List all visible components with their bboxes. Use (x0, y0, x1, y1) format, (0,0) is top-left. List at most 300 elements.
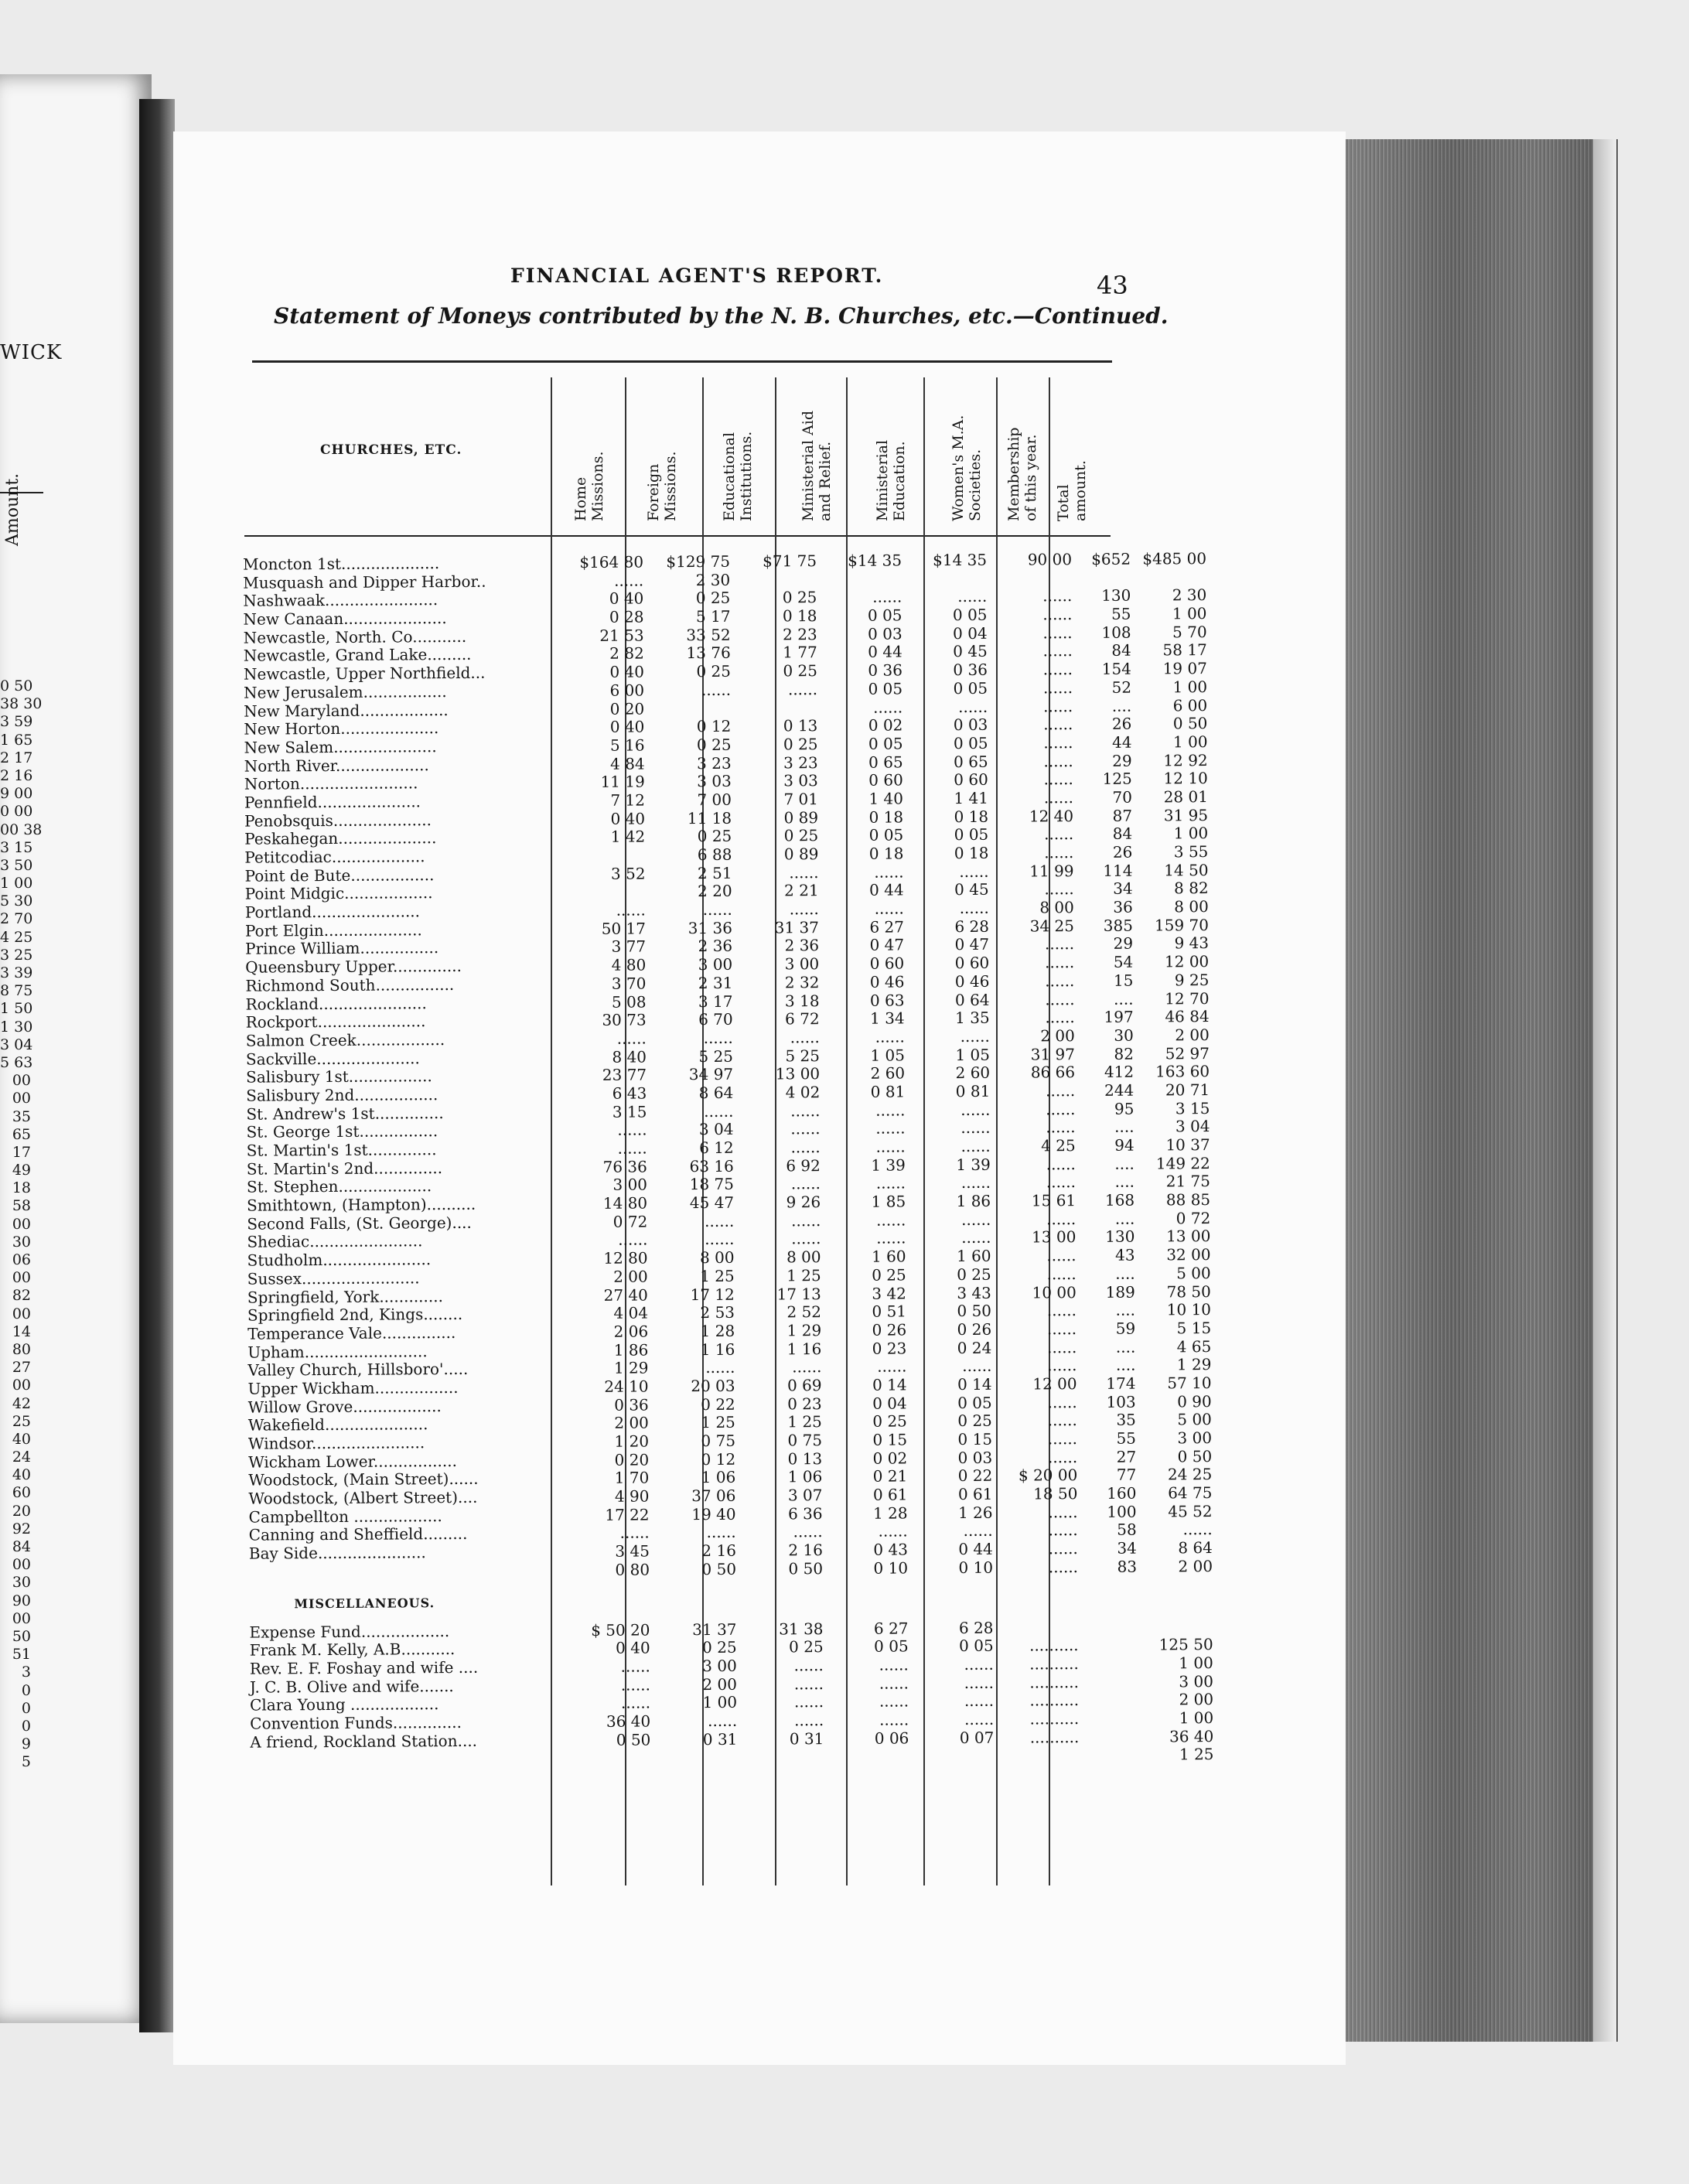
cell-foreign: 3 00 (698, 954, 733, 974)
row-name: A friend, Rockland Station.... (250, 1731, 478, 1752)
cell-total: 12 70 (1165, 988, 1210, 1008)
cell-medu: ...... (961, 1173, 991, 1193)
cell-aid: ...... (878, 1521, 908, 1541)
cell-home: 1 86 (613, 1340, 649, 1360)
cell-women: ...... (1048, 1539, 1078, 1558)
cell-women: ...... (1042, 696, 1073, 715)
row-name: Penobsquis.................... (244, 810, 432, 831)
column-head-membership: Membership of this year. (1005, 427, 1039, 521)
row-name: J. C. B. Olive and wife....... (249, 1676, 454, 1697)
cell-aid: 0 60 (869, 954, 905, 973)
left-page-amount: 49 (12, 1162, 31, 1179)
cell-members: .... (1115, 1300, 1136, 1319)
left-page-amount: 0 (21, 1699, 31, 1717)
cell-total: 8 64 (1178, 1538, 1213, 1558)
cell-total: 1 29 (1176, 1355, 1212, 1374)
cell-edu: 0 75 (787, 1431, 823, 1450)
cell-edu: ...... (790, 1101, 821, 1120)
left-page-amount: 58 (12, 1197, 31, 1215)
cell-edu: 0 25 (783, 826, 819, 845)
cell-aid: 0 05 (868, 679, 903, 698)
cell-edu: 6 92 (786, 1155, 821, 1176)
cell-home: 6 43 (612, 1083, 647, 1103)
cell-members: 44 (1111, 732, 1132, 752)
cell-foreign: ...... (706, 1523, 736, 1542)
cell-aid: ...... (879, 1674, 909, 1693)
row-name: Wickham Lower................. (248, 1451, 457, 1472)
cell-members: 30 (1114, 1025, 1134, 1045)
cell-home: 14 80 (602, 1193, 648, 1213)
cell-aid: 0 18 (868, 807, 904, 827)
cell-medu: 0 05 (953, 678, 988, 698)
cell-aid: ...... (875, 1027, 905, 1046)
cell-foreign: $129 75 (666, 551, 731, 572)
cell-medu: 6 28 (954, 916, 990, 936)
cell-medu: $14 35 (932, 550, 988, 570)
cell-foreign: 0 25 (696, 735, 732, 754)
cell-medu: 0 18 (954, 807, 989, 826)
cell-medu: 0 04 (953, 623, 988, 643)
cell-home: 4 90 (614, 1486, 650, 1506)
cell-foreign (650, 1748, 737, 1749)
cell-medu: 0 45 (954, 880, 989, 899)
cell-home: ...... (620, 1657, 650, 1676)
cell-medu: 6 28 (958, 1618, 994, 1637)
cell-home: ...... (613, 571, 644, 590)
cell-total: 163 60 (1155, 1062, 1210, 1081)
cell-edu: ...... (789, 862, 819, 882)
cell-aid: 1 39 (871, 1155, 906, 1175)
cell-total: 6 00 (1172, 695, 1208, 715)
left-page-amount: 60 (12, 1484, 31, 1502)
cell-edu: 13 00 (775, 1064, 821, 1083)
cell-home: 7 12 (610, 790, 646, 810)
cell-medu: ...... (961, 1228, 991, 1247)
cell-members: .... (1111, 696, 1132, 715)
left-page-amount: 00 (12, 1215, 31, 1233)
left-page-amount: 65 (12, 1125, 31, 1143)
cell-edu: 0 23 (787, 1394, 822, 1414)
cell-home: 4 84 (610, 754, 645, 773)
cell-aid: ...... (874, 862, 904, 882)
cell-aid: 0 43 (873, 1540, 908, 1559)
cell-total: 10 10 (1166, 1300, 1212, 1319)
cell-aid: 0 47 (869, 935, 905, 955)
cell-aid: ...... (875, 1173, 906, 1193)
cell-members: .... (1114, 1172, 1135, 1192)
cell-women: ...... (1045, 1008, 1075, 1027)
cell-members: 34 (1117, 1538, 1137, 1558)
left-page-column-head: Amount. (3, 473, 22, 546)
cell-medu: 1 26 (957, 1503, 993, 1522)
cell-total: 9 43 (1174, 933, 1210, 953)
cell-women: ...... (1046, 1118, 1076, 1137)
cell-edu: ...... (791, 1210, 821, 1230)
cell-women: .......... (1029, 1653, 1079, 1674)
cell-medu: ...... (957, 587, 988, 606)
row-name: Temperance Vale............... (247, 1322, 456, 1343)
cell-members: 26 (1112, 842, 1133, 862)
cell-home: 76 36 (602, 1157, 647, 1176)
column-head-educational: Educational Institutions. (721, 431, 755, 521)
cell-foreign: 1 06 (701, 1468, 736, 1487)
left-page-amount: 1 65 (0, 731, 33, 749)
cell-total: 20 71 (1165, 1080, 1210, 1100)
cell-foreign: 0 75 (701, 1431, 736, 1451)
cell-aid: 0 02 (868, 715, 903, 735)
cell-women: 15 61 (1031, 1191, 1077, 1210)
cell-total: 58 17 (1162, 640, 1207, 660)
cell-aid: 0 18 (868, 844, 904, 863)
cell-medu: 1 86 (956, 1191, 991, 1211)
column-head-ministerial-education: Ministerial Education. (874, 439, 908, 521)
cell-medu: 0 05 (953, 733, 988, 752)
cell-home: 0 80 (615, 1560, 650, 1579)
cell-foreign: 34 97 (688, 1065, 734, 1084)
cell-edu: 3 03 (783, 771, 818, 790)
left-page-amount: 50 (12, 1627, 31, 1645)
left-page-amount: 0 (21, 1681, 31, 1699)
cell-edu: ...... (787, 679, 818, 699)
cell-members: $652 (1091, 549, 1131, 568)
page-edges-shadow (1593, 139, 1616, 2042)
cell-medu: 0 65 (954, 752, 988, 771)
left-page-amount: 00 (12, 1305, 31, 1322)
left-page-amount: 1 30 (0, 1018, 33, 1036)
left-page-amount: 00 38 (0, 821, 43, 838)
cell-foreign: 17 12 (690, 1285, 735, 1304)
left-page-amount: 4 25 (0, 928, 33, 946)
cell-aid: ...... (875, 1137, 906, 1156)
row-name: Newcastle, North. Co........... (243, 626, 467, 647)
cell-medu: 0 18 (954, 843, 989, 863)
row-name: St. George 1st................ (246, 1121, 438, 1141)
row-name: Salmon Creek.................. (245, 1029, 445, 1050)
cell-home: 0 50 (616, 1730, 651, 1749)
cell-edu: ...... (793, 1674, 824, 1693)
cell-members: 70 (1112, 787, 1133, 807)
cell-total: 45 52 (1168, 1501, 1213, 1521)
contributions-table (203, 549, 1214, 1769)
cell-aid: 0 06 (874, 1728, 909, 1748)
cell-foreign: 5 17 (695, 606, 731, 626)
cell-members: .... (1115, 1337, 1136, 1356)
cell-members: 154 (1101, 659, 1131, 679)
cell-medu: 1 60 (956, 1246, 991, 1266)
cell-edu: ...... (793, 1655, 824, 1675)
cell-members: 385 (1103, 916, 1134, 935)
cell-women: ...... (1046, 1154, 1076, 1174)
cell-aid: ...... (879, 1691, 909, 1711)
cell-medu: 0 45 (953, 642, 988, 661)
column-head-ministerial-aid: Ministerial Aid and Relief. (800, 410, 834, 521)
cell-edu: ...... (792, 1357, 822, 1377)
cell-medu: ...... (964, 1673, 994, 1692)
left-page-amount: 25 (12, 1412, 31, 1430)
cell-edu: 2 23 (783, 624, 817, 644)
cell-edu: 1 25 (787, 1412, 822, 1432)
left-page-amount: 00 (12, 1269, 31, 1287)
cell-members: 125 (1102, 769, 1132, 789)
cell-home: 0 28 (609, 607, 644, 626)
cell-home: 0 20 (609, 699, 645, 718)
cell-edu: 1 06 (787, 1467, 823, 1486)
cell-edu (731, 698, 817, 699)
row-name: Nashwaak....................... (243, 590, 438, 611)
cell-foreign: 6 70 (698, 1010, 733, 1029)
cell-home: 3 45 (615, 1541, 650, 1561)
cell-medu: 0 10 (958, 1558, 994, 1577)
cell-aid: 0 15 (872, 1430, 908, 1449)
cell-edu: 0 25 (783, 735, 818, 754)
cell-medu: ...... (964, 1654, 994, 1674)
cell-foreign: 2 36 (698, 937, 733, 956)
cell-total: 19 07 (1162, 659, 1207, 678)
cell-aid: 0 05 (874, 1636, 909, 1656)
row-name: North River................... (244, 755, 429, 776)
cell-edu: 4 02 (785, 1083, 821, 1102)
cell-women: 34 25 (1029, 916, 1075, 936)
cell-edu: ...... (789, 899, 819, 919)
cell-total: 21 75 (1165, 1172, 1211, 1191)
cell-total: 32 00 (1166, 1245, 1211, 1264)
cell-aid: 0 05 (868, 734, 903, 753)
cell-edu: ...... (790, 1174, 821, 1193)
cell-total: 149 22 (1155, 1153, 1210, 1173)
cell-aid: 0 10 (873, 1558, 909, 1578)
row-name: Sackville..................... (245, 1048, 420, 1069)
row-name: New Jerusalem................. (244, 681, 447, 702)
row-name: Canning and Sheffield......... (248, 1524, 468, 1545)
cell-edu: ...... (793, 1692, 824, 1711)
cell-aid: 0 65 (868, 752, 903, 772)
cell-foreign: 6 88 (697, 845, 732, 865)
cell-women: 90 00 (1027, 550, 1073, 569)
row-name: Newcastle, Upper Northfield... (243, 663, 486, 684)
cell-medu: 0 61 (957, 1484, 993, 1504)
cell-members: .... (1114, 1209, 1135, 1228)
cell-edu: 6 36 (787, 1503, 823, 1524)
row-name: Petitcodiac................... (244, 847, 425, 867)
cell-edu: 2 52 (786, 1302, 822, 1322)
cell-home: $ 50 20 (591, 1619, 650, 1640)
cell-home: 11 19 (600, 772, 645, 792)
cell-foreign: 3 23 (697, 753, 732, 773)
cell-total: 28 01 (1163, 787, 1209, 807)
cell-women: .......... (1029, 1672, 1079, 1692)
left-page-amount: 3 59 (0, 713, 33, 731)
cell-home: 1 70 (614, 1468, 650, 1488)
cell-aid: 1 05 (870, 1046, 906, 1065)
cell-women: ...... (1042, 605, 1073, 624)
row-name: St. Stephen................... (246, 1176, 432, 1197)
cell-aid: 3 42 (872, 1283, 906, 1303)
left-page-amount: 1 00 (0, 875, 33, 892)
cell-medu: ...... (961, 1100, 991, 1119)
left-page-amount: 5 30 (0, 892, 33, 910)
cell-foreign: 0 12 (701, 1449, 736, 1469)
left-page (0, 74, 152, 2023)
cell-total: 0 90 (1177, 1391, 1212, 1411)
cell-edu: 0 13 (783, 716, 818, 735)
cell-total: 125 50 (1158, 1635, 1213, 1654)
cell-edu: 0 13 (787, 1449, 823, 1469)
cell-foreign: 0 25 (696, 661, 732, 681)
cell-edu: 2 32 (784, 972, 820, 992)
cell-edu: 0 18 (782, 606, 817, 626)
cell-foreign: 1 25 (700, 1266, 735, 1285)
cell-women: ...... (1047, 1429, 1078, 1449)
cell-women: ...... (1046, 1319, 1077, 1339)
left-page-amount: 3 39 (0, 964, 33, 981)
cell-home: 2 82 (609, 643, 644, 664)
cell-foreign: 1 28 (700, 1321, 735, 1340)
cell-foreign: 13 76 (686, 643, 731, 663)
cell-edu: 1 16 (786, 1339, 822, 1358)
cell-home: 23 77 (602, 1065, 647, 1085)
cell-women: ...... (1045, 989, 1075, 1008)
cell-total: 3 00 (1177, 1428, 1213, 1448)
cell-edu: 8 00 (786, 1247, 821, 1267)
cell-women (987, 568, 1072, 569)
left-page-amount: 00 (12, 1072, 31, 1090)
cell-members: 52 (1111, 677, 1132, 697)
misc-heading: MISCELLANEOUS. (294, 1595, 435, 1611)
cell-home: 0 40 (616, 1638, 650, 1657)
row-name: Clara Young .................. (250, 1694, 439, 1715)
row-name: New Maryland.................. (244, 700, 449, 721)
cell-medu: ...... (959, 862, 989, 881)
cell-women: ...... (1043, 788, 1074, 807)
cell-foreign: 1 16 (700, 1339, 735, 1359)
cell-foreign: ...... (704, 1101, 734, 1121)
row-name: Willow Grove.................. (247, 1396, 442, 1417)
cell-members: 244 (1104, 1080, 1135, 1100)
cell-total: 1 00 (1172, 677, 1208, 697)
cell-aid: 0 46 (869, 972, 905, 991)
cell-total: 57 10 (1167, 1373, 1212, 1393)
cell-foreign: 2 31 (698, 973, 733, 992)
cell-women: 12 40 (1029, 806, 1074, 826)
cell-aid: 0 26 (872, 1320, 907, 1339)
cell-aid: $14 35 (848, 551, 903, 570)
cell-edu (737, 1747, 824, 1748)
cell-aid: 6 27 (869, 917, 905, 937)
cell-members: .... (1114, 1154, 1135, 1173)
column-head-total: Total amount. (1055, 460, 1089, 521)
table-top-rule (252, 360, 1112, 363)
left-page-amount: 14 (12, 1322, 31, 1340)
left-page-amount: 40 (12, 1430, 31, 1448)
cell-home: 2 00 (614, 1413, 649, 1433)
cell-total: 5 70 (1172, 622, 1207, 642)
cell-women: ...... (1047, 1411, 1077, 1430)
cell-medu: ...... (957, 697, 988, 716)
left-page-amount: 84 (12, 1538, 31, 1555)
book-gutter (139, 99, 175, 2032)
cell-total: 4 65 (1176, 1336, 1212, 1356)
cell-home: ...... (616, 1029, 647, 1048)
row-name: Musquash and Dipper Harbor.. (243, 572, 486, 592)
cell-foreign: 0 31 (702, 1729, 738, 1749)
cell-women: .......... (1029, 1691, 1080, 1710)
row-name: Shediac....................... (247, 1231, 423, 1252)
cell-edu: 5 25 (785, 1046, 821, 1065)
cell-foreign: 2 20 (698, 882, 732, 901)
cell-foreign: 37 06 (691, 1486, 736, 1506)
left-page-amount: 35 (12, 1107, 31, 1125)
cell-medu: 0 14 (957, 1374, 992, 1394)
cell-foreign: 0 12 (696, 717, 732, 736)
row-name: Point de Bute................. (244, 865, 435, 886)
cell-aid: 0 60 (868, 770, 903, 790)
row-name: Newcastle, Grand Lake......... (243, 645, 472, 666)
cell-total: 5 00 (1176, 1263, 1211, 1283)
cell-aid: 0 25 (872, 1411, 907, 1432)
cell-edu: ...... (790, 1028, 820, 1047)
cell-medu: 0 05 (954, 825, 989, 845)
cell-aid: 0 05 (867, 606, 903, 625)
cell-medu: 0 22 (957, 1466, 993, 1486)
cell-home: 36 40 (606, 1711, 651, 1731)
cell-home: ...... (618, 1230, 648, 1250)
left-page-amount: 3 50 (0, 856, 33, 874)
cell-edu: ...... (790, 1119, 821, 1138)
cell-home (550, 882, 646, 883)
cell-members: 100 (1107, 1502, 1137, 1521)
cell-home: 17 22 (605, 1505, 650, 1524)
cell-medu: ...... (959, 898, 989, 918)
cell-foreign: 1 00 (702, 1693, 738, 1712)
cell-edu: ...... (790, 1138, 821, 1157)
cell-total: 3 15 (1175, 1098, 1210, 1118)
cell-aid: 1 34 (870, 1008, 905, 1028)
cell-medu: 2 60 (955, 1063, 991, 1083)
cell-aid: 0 51 (872, 1302, 907, 1321)
cell-medu: 0 25 (957, 1411, 992, 1431)
cell-medu: 0 60 (954, 770, 988, 790)
row-name: Upper Wickham................. (247, 1377, 459, 1398)
cell-women: $ 20 00 (1018, 1466, 1078, 1485)
table-subtitle: Statement of Moneys contributed by the N. B. Churches, etc.—Continued. (274, 303, 1169, 329)
cell-members: 95 (1114, 1099, 1135, 1118)
cell-total: ...... (1182, 1520, 1213, 1539)
cell-foreign: 0 25 (702, 1637, 737, 1657)
cell-women: ...... (1044, 934, 1075, 954)
left-page-amount: 5 63 (0, 1053, 33, 1071)
cell-women: 86 66 (1030, 1063, 1076, 1082)
cell-total: 36 40 (1169, 1726, 1214, 1746)
left-page-amount: 24 (12, 1449, 31, 1466)
cell-home: 0 40 (609, 717, 645, 736)
cell-members: .... (1115, 1264, 1135, 1283)
cell-aid: 1 60 (871, 1247, 906, 1266)
cell-foreign: 11 18 (687, 808, 732, 828)
cell-edu: 7 01 (783, 790, 819, 809)
cell-foreign: 3 17 (698, 991, 733, 1011)
cell-aid: ...... (872, 587, 903, 607)
cell-medu: 0 47 (954, 935, 990, 954)
cell-edu: 0 50 (788, 1558, 824, 1578)
cell-aid: 0 03 (868, 624, 903, 643)
cell-members: 108 (1101, 623, 1131, 642)
cell-foreign: 2 00 (702, 1674, 738, 1694)
cell-members: 189 (1105, 1282, 1135, 1302)
cell-foreign: 0 25 (697, 827, 732, 846)
cell-home: 4 04 (613, 1303, 649, 1322)
left-page-amount: 51 (12, 1646, 31, 1664)
cell-women: ...... (1043, 733, 1073, 752)
